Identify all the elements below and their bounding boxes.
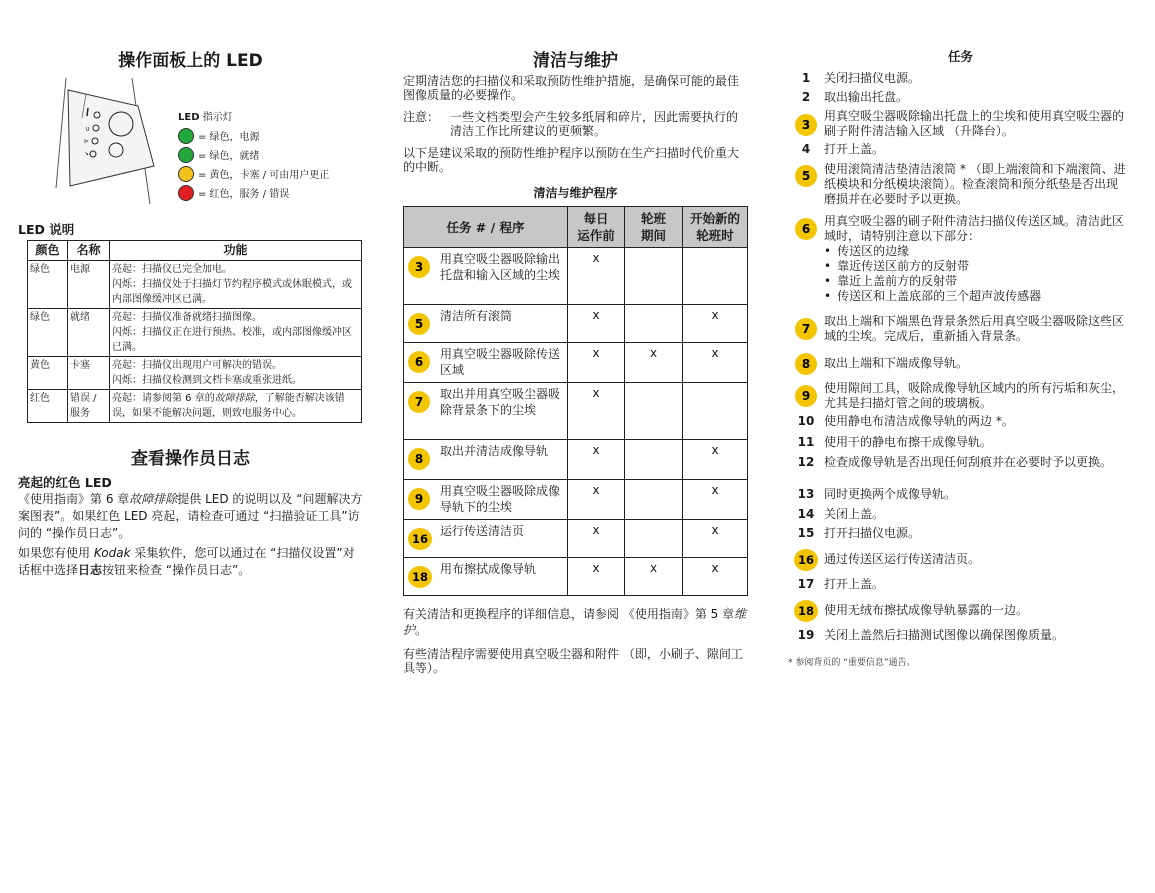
table-header-cell: 颜色 [28,241,68,261]
legend-heading: LED 指示灯 [178,112,233,123]
svg-text:↘: ↘ [84,150,90,157]
svg-text:∪: ∪ [85,125,91,133]
table-row: 3 用真空吸尘器吸除输出托盘和输入区域的尘埃 x [404,248,748,305]
list-item: 5 使用滚筒清洁垫清洁滚筒 * （即上端滚筒和下端滚筒、进纸模块和分纸模块滚筒）。检查滚筒和预分纸垫是否出现磨损并在必要时予以更换。 [788,162,1128,207]
table-row: 绿色 就绪 亮起：扫描仪准备就绪扫描图像。 闪烁：扫描仪正在进行预热、校准，或内部图像缓冲区已满。 [28,309,362,357]
list-item: 17 打开上盖。 [797,577,885,591]
tasks-title: 任务 [947,49,973,64]
step-badge-icon: 16 [794,549,818,571]
legend-item-jam: = 黄色，卡塞 / 可由用户更正 [178,164,329,183]
table-row: 6 用真空吸尘器吸除传送区域 x x x [404,343,748,383]
red-led-subtitle: 亮起的红色 LED [18,475,112,490]
operator-panel-drawing [46,78,176,208]
legend-item-ready: = 绿色，就绪 [178,145,329,164]
tools-paragraph: 有些清洁程序需要使用真空吸尘器和附件 （即，小刷子、隙间工具等）。 [403,647,743,675]
list-item: 10 使用静电布清洁成像导轨的两边 *。 [797,414,1014,428]
step-badge-icon: 3 [795,114,817,136]
table-row: 16 运行传送清洁页 x x [404,520,748,558]
table-row: 18 用布擦拭成像导轨 x x x [404,558,748,596]
table-header-cell: 功能 [110,241,362,261]
step-badge-icon: 7 [408,391,430,413]
list-item: 13 同时更换两个成像导轨。 [797,487,957,501]
list-item: 15 打开扫描仪电源。 [797,526,921,540]
table-row: 绿色 电源 亮起：扫描仪已完全加电。 闪烁：扫描仪处于扫描灯节约程序模式或休眠模式，或内部图像缓冲区已满。 [28,261,362,309]
operator-log-title: 查看操作员日志 [131,449,250,469]
schedule-header-row [404,207,748,248]
table-row: 5 清洁所有滚筒 x x [404,305,748,343]
step-badge-icon: 8 [795,353,817,375]
note-text: 一些文档类型会产生较多纸屑和碎片，因此需要执行的清洁工作比所建议的更频繁。 [450,110,739,138]
table-header-cell: 名称 [68,241,110,261]
operator-panel-illustration [46,78,346,208]
step-badge-icon: 7 [795,318,817,340]
list-item: 2 取出输出托盘。 [801,90,909,104]
schedule-header-newshift: 开始新的 轮班时 [683,207,748,248]
step-badge-icon: 16 [408,528,432,550]
list-item: 4 打开上盖。 [801,142,885,156]
note-label: 注意： [403,110,440,124]
footnote: * 参阅背页的 “重要信息”通告。 [788,658,916,668]
bullet-list: • 传送区的边缘 • 靠近传送区前方的反射带 • 靠近上盖前方的反射带 • 传送区和上盖底部的三个超声波传感器 [824,244,1128,304]
schedule-header-daily: 每日 运作前 [568,207,625,248]
cleaning-schedule-table [403,206,748,596]
cleaning-section-title: 清洁与维护 [533,51,618,71]
list-item: 14 关闭上盖。 [797,507,885,521]
legend-item-power: = 绿色，电源 [178,126,329,145]
step-badge-icon: 18 [794,600,818,622]
table-row: 黄色 卡塞 亮起：扫描仪出现用户可解决的错误。 闪烁：扫描仪检测到文档卡塞或重张进纸。 [28,357,362,390]
schedule-title: 清洁与维护程序 [533,186,618,200]
list-item: 3 用真空吸尘器吸除输出托盘上的尘埃和使用真空吸尘器的刷子附件清洁输入区域 （升降台）。 [788,109,1128,139]
detail-paragraph: 有关清洁和更换程序的详细信息，请参阅 《使用指南》第 5 章维护。 [403,607,747,637]
step-badge-icon: 6 [408,351,430,373]
step-badge-icon: 9 [795,385,817,407]
legend-item-service: = 红色，服务 / 错误 [178,183,329,202]
table-header-row [28,241,362,261]
list-item: 12 检查成像导轨是否出现任何刮痕并在必要时予以更换。 [797,455,1113,469]
step-badge-icon: 3 [408,256,430,278]
step-badge-icon: 5 [795,165,817,187]
step-badge-icon: 6 [795,218,817,240]
list-item: 8 取出上端和下端成像导轨。 [788,356,1128,375]
list-item: 18 使用无绒布擦拭成像导轨暴露的一边。 [788,603,1128,622]
list-item: 7 取出上端和下端黑色背景条然后用真空吸尘器吸除这些区域的尘埃。完成后，重新插入背景条。 [788,314,1128,344]
list-item: 19 关闭上盖然后扫描测试图像以确保图像质量。 [797,628,1065,642]
schedule-header-task: 任务 # / 程序 [404,207,568,248]
led-green-power-icon [178,128,194,144]
list-item: 16 通过传送区运行传送清洁页。 [788,552,1128,571]
operator-log-paragraph: 《使用指南》第 6 章故障排除提供 LED 的说明以及 “问题解决方案图表”。如果红色 LED 亮起，请检查可通过 “扫描验证工具”访问的 “操作员日志”。 [18,492,363,540]
led-description-table [27,240,362,423]
list-item: 9 使用隙间工具，吸除成像导轨区域内的所有污垢和灰尘，尤其是扫描灯管之间的玻璃板。 [788,381,1128,411]
table-row: 8 取出并清洁成像导轨 x x [404,440,748,480]
step-badge-icon: 5 [408,313,430,335]
list-item: 6 用真空吸尘器的刷子附件清洁扫描仪传送区域。清洁此区域时，请特别注意以下部分： • 传送区的边缘 • 靠近传送区前方的反射带 • 靠近上盖前方的反射带 • 传送区和上盖底部的三个超声波传感器 [788,214,1128,304]
cleaning-intro: 定期清洁您的扫描仪和采取预防性维护措施，是确保可能的最佳图像质量的必要操作。 [403,74,740,102]
step-badge-icon: 8 [408,448,430,470]
table-row: 9 用真空吸尘器吸除成像导轨下的尘埃 x x [404,480,748,520]
cleaning-note [403,110,748,138]
led-legend [178,108,329,202]
led-yellow-jam-icon [178,166,194,182]
led-description-title: LED 说明 [18,222,75,237]
step-badge-icon: 18 [408,566,432,588]
led-red-service-icon [178,185,194,201]
led-section-title: 操作面板上的 LED [118,51,263,71]
led-green-ready-icon [178,147,194,163]
preventive-paragraph: 以下是建议采取的预防性维护程序以预防在生产扫描时代价重大的中断。 [403,146,740,174]
table-row: 7 取出并用真空吸尘器吸除背景条下的尘埃 x [404,383,748,440]
svg-text:⊳: ⊳ [84,138,90,145]
schedule-header-shift: 轮班 期间 [625,207,683,248]
list-item: 11 使用干的静电布擦干成像导轨。 [797,435,993,449]
table-row: 红色 错误 / 服务 亮起：请参阅第 6 章的故障排除，了解能否解决该错误，如果不能解决问题，则致电服务中心。 [28,390,362,423]
list-item: 1 关闭扫描仪电源。 [801,71,921,85]
step-badge-icon: 9 [408,488,430,510]
log-button-paragraph: 如果您有使用 Kodak 采集软件，您可以通过在 “扫描仪设置”对话框中选择日志按钮来检查 “操作员日志”。 [18,546,355,577]
